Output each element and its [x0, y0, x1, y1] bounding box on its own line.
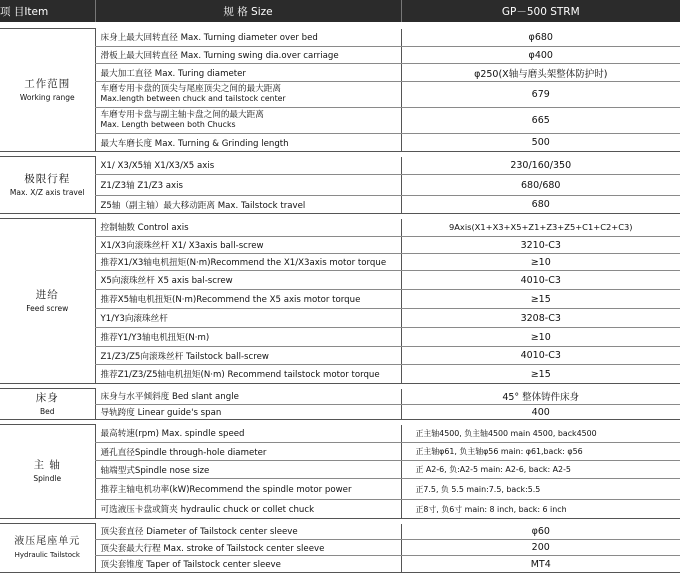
spec-row — [0, 157, 680, 175]
spec-cell — [95, 347, 401, 365]
value-cell: φ60 — [401, 524, 680, 540]
value-cell: 665 — [401, 108, 680, 134]
spec-text: 导轨跨度 Linear guide's span — [100, 408, 222, 418]
spec-row — [0, 29, 680, 47]
value-cell: 45° 整体铸件床身 — [401, 389, 680, 405]
spec-row — [0, 500, 680, 519]
spec-text: 最高转速(rpm) Max. spindle speed — [100, 429, 245, 440]
category-zh: 床身 — [35, 391, 59, 404]
value-cell: 正主轴4500, 负主轴4500 main 4500, back4500 — [401, 425, 680, 443]
spec-row — [0, 365, 680, 384]
value-cell: 200 — [401, 540, 680, 556]
value-cell: 230/160/350 — [401, 157, 680, 175]
category-cell — [0, 157, 95, 214]
spec-row — [0, 524, 680, 540]
spec-text: 最大车磨长度 Max. Turning & Grinding length — [100, 138, 289, 149]
spec-text: 床身与水平倾斜度 Bed slant angle — [100, 392, 239, 403]
category-zh: 液压尾座单元 — [14, 536, 81, 548]
spec-cell — [95, 157, 401, 175]
header-row — [0, 0, 680, 22]
spec-text: 顶尖套最大行程 Max. stroke of Tailstock center sleeve — [100, 543, 325, 554]
category-en: Feed screw — [26, 303, 69, 313]
spec-cell — [95, 328, 401, 347]
value-cell: 4010-C3 — [401, 271, 680, 290]
spec-text: Z1/Z3/Z5向滚珠丝杆 Tailstock ball-screw — [100, 351, 269, 362]
spec-text: 通孔直径Spindle through-hole diameter — [100, 447, 267, 458]
spec-row — [0, 389, 680, 405]
spec-cell — [95, 175, 401, 196]
header-model: GP－500 STRM — [401, 0, 680, 22]
spec-row — [0, 64, 680, 82]
spec-text: Z5轴（副主轴）最大移动距离 Max. Tailstock travel — [100, 200, 306, 211]
spec-row — [0, 175, 680, 196]
spec-text: 可选液压卡盘或简夹 hydraulic chuck or collet chuck — [100, 505, 315, 515]
category-zh: 进给 — [35, 288, 59, 301]
spec-text: X1/X3向滚珠丝杆 X1/ X3axis ball-screw — [100, 241, 264, 251]
spec-text: X5向滚珠丝杆 X5 axis bal-screw — [100, 276, 233, 286]
spec-row — [0, 47, 680, 64]
value-cell: ≥10 — [401, 254, 680, 271]
category-cell — [0, 219, 95, 384]
value-cell: 500 — [401, 134, 680, 152]
spec-cell — [95, 271, 401, 290]
spec-cell — [95, 237, 401, 254]
spec-row — [0, 254, 680, 271]
spec-text: 车磨专用卡盘的顶尖与尾座顶尖之间的最大距离 — [100, 84, 281, 95]
spec-cell — [95, 254, 401, 271]
value-cell: φ250(X轴与磨头架整体防护时) — [401, 64, 680, 82]
spec-text-en: Max. Length between both Chucks — [100, 119, 236, 129]
value-cell: ≥15 — [401, 365, 680, 384]
category-cell — [0, 524, 95, 573]
spec-row — [0, 309, 680, 328]
spec-cell — [95, 219, 401, 237]
spec-text: X1/ X3/X5轴 X1/X3/X5 axis — [100, 161, 215, 172]
spec-row — [0, 237, 680, 254]
spec-text: 最大加工直径 Max. Turing diameter — [100, 68, 246, 79]
spec-row — [0, 219, 680, 237]
spec-cell — [95, 461, 401, 479]
category-zh: 主 轴 — [33, 459, 61, 472]
category-en: Bed — [39, 406, 55, 416]
category-cell — [0, 389, 95, 420]
spec-text: 推荐X5轴电机扭矩(N·m)Recommend the X5 axis motor torque — [100, 295, 361, 305]
spec-cell — [95, 405, 401, 420]
category-zh: 极限行程 — [24, 172, 71, 185]
value-cell: MT4 — [401, 556, 680, 573]
value-cell: 400 — [401, 405, 680, 420]
value-cell: ≥10 — [401, 328, 680, 347]
spec-row — [0, 271, 680, 290]
spec-cell — [95, 82, 401, 108]
spec-cell — [95, 365, 401, 384]
spec-cell — [95, 425, 401, 443]
spec-cell — [95, 479, 401, 500]
value-cell: 680 — [401, 196, 680, 214]
spec-text: 推荐X1/X3轴电机扭矩(N·m)Recommend the X1/X3axis motor torque — [100, 258, 387, 268]
category-en: Spindle — [33, 474, 62, 484]
spec-cell — [95, 389, 401, 405]
spec-row — [0, 328, 680, 347]
spec-text: 床身上最大回转直径 Max. Turning diameter over bed — [100, 33, 318, 44]
spec-text-en: Max.length between chuck and tailstock center — [100, 93, 286, 103]
category-en: Hydraulic Tailstock — [14, 550, 80, 559]
spec-cell — [95, 29, 401, 47]
category-en: Working range — [19, 92, 75, 102]
value-cell: φ680 — [401, 29, 680, 47]
category-cell — [0, 425, 95, 519]
category-en: Max. X/Z axis travel — [9, 187, 85, 197]
spec-row — [0, 347, 680, 365]
value-cell: 3208-C3 — [401, 309, 680, 328]
spec-cell — [95, 500, 401, 519]
spec-text: 轴端型式Spindle nose size — [100, 465, 210, 476]
spec-text: 顶尖套锥度 Taper of Tailstock center sleeve — [100, 560, 281, 570]
spec-row — [0, 196, 680, 214]
spec-cell — [95, 524, 401, 540]
spec-cell — [95, 108, 401, 134]
value-cell: 3210-C3 — [401, 237, 680, 254]
spec-text: Y1/Y3向滚珠丝杆 — [100, 314, 168, 324]
spec-cell — [95, 47, 401, 64]
spec-cell — [95, 290, 401, 309]
spec-text: 推荐Y1/Y3轴电机扭矩(N·m) — [100, 333, 210, 343]
value-cell: 9Axis(X1+X3+X5+Z1+Z3+Z5+C1+C2+C3) — [401, 219, 680, 237]
value-cell: 680/680 — [401, 175, 680, 196]
spec-text: 控制轴数 Control axis — [100, 223, 189, 234]
spec-row — [0, 290, 680, 309]
value-cell: 679 — [401, 82, 680, 108]
spec-cell — [95, 64, 401, 82]
spec-row — [0, 405, 680, 420]
value-cell: 正 A2-6, 负:A2-5 main: A2-6, back: A2-5 — [401, 461, 680, 479]
spec-text: 车磨专用卡盘与副主轴卡盘之间的最大距离 — [100, 110, 264, 121]
spec-text: 推荐主轴电机功率(kW)Recommend the spindle motor power — [100, 485, 352, 495]
spec-cell — [95, 540, 401, 556]
value-cell: ≥15 — [401, 290, 680, 309]
value-cell: 正主轴φ61, 负主轴φ56 main: φ61,back: φ56 — [401, 443, 680, 461]
category-cell — [0, 29, 95, 152]
spec-cell — [95, 556, 401, 573]
spec-cell — [95, 309, 401, 328]
spec-row — [0, 443, 680, 461]
spec-text: 顶尖套直径 Diameter of Tailstock center sleeve — [100, 527, 298, 538]
header-item: 项 目Item — [0, 0, 95, 22]
spec-cell — [95, 443, 401, 461]
spec-row — [0, 461, 680, 479]
spec-row — [0, 479, 680, 500]
spec-text: Z1/Z3轴 Z1/Z3 axis — [100, 181, 183, 191]
spec-row — [0, 134, 680, 152]
category-zh: 工作范围 — [24, 77, 71, 90]
value-cell: φ400 — [401, 47, 680, 64]
spec-row — [0, 108, 680, 134]
spec-text: 推荐Z1/Z3/Z5轴电机扭矩(N·m) Recommend tailstock motor torque — [100, 370, 380, 380]
value-cell: 正8寸, 负6寸 main: 8 inch, back: 6 inch — [401, 500, 680, 519]
header-spec: 规 格 Size — [95, 0, 401, 22]
value-cell: 正7.5, 负 5.5 main:7.5, back:5.5 — [401, 479, 680, 500]
spec-row — [0, 425, 680, 443]
spec-cell — [95, 196, 401, 214]
spec-row — [0, 540, 680, 556]
spec-row — [0, 82, 680, 108]
spec-cell — [95, 134, 401, 152]
spec-text: 滑板上最大回转直径 Max. Turning swing dia.over carriage — [100, 51, 339, 61]
spec-row — [0, 556, 680, 573]
value-cell: 4010-C3 — [401, 347, 680, 365]
